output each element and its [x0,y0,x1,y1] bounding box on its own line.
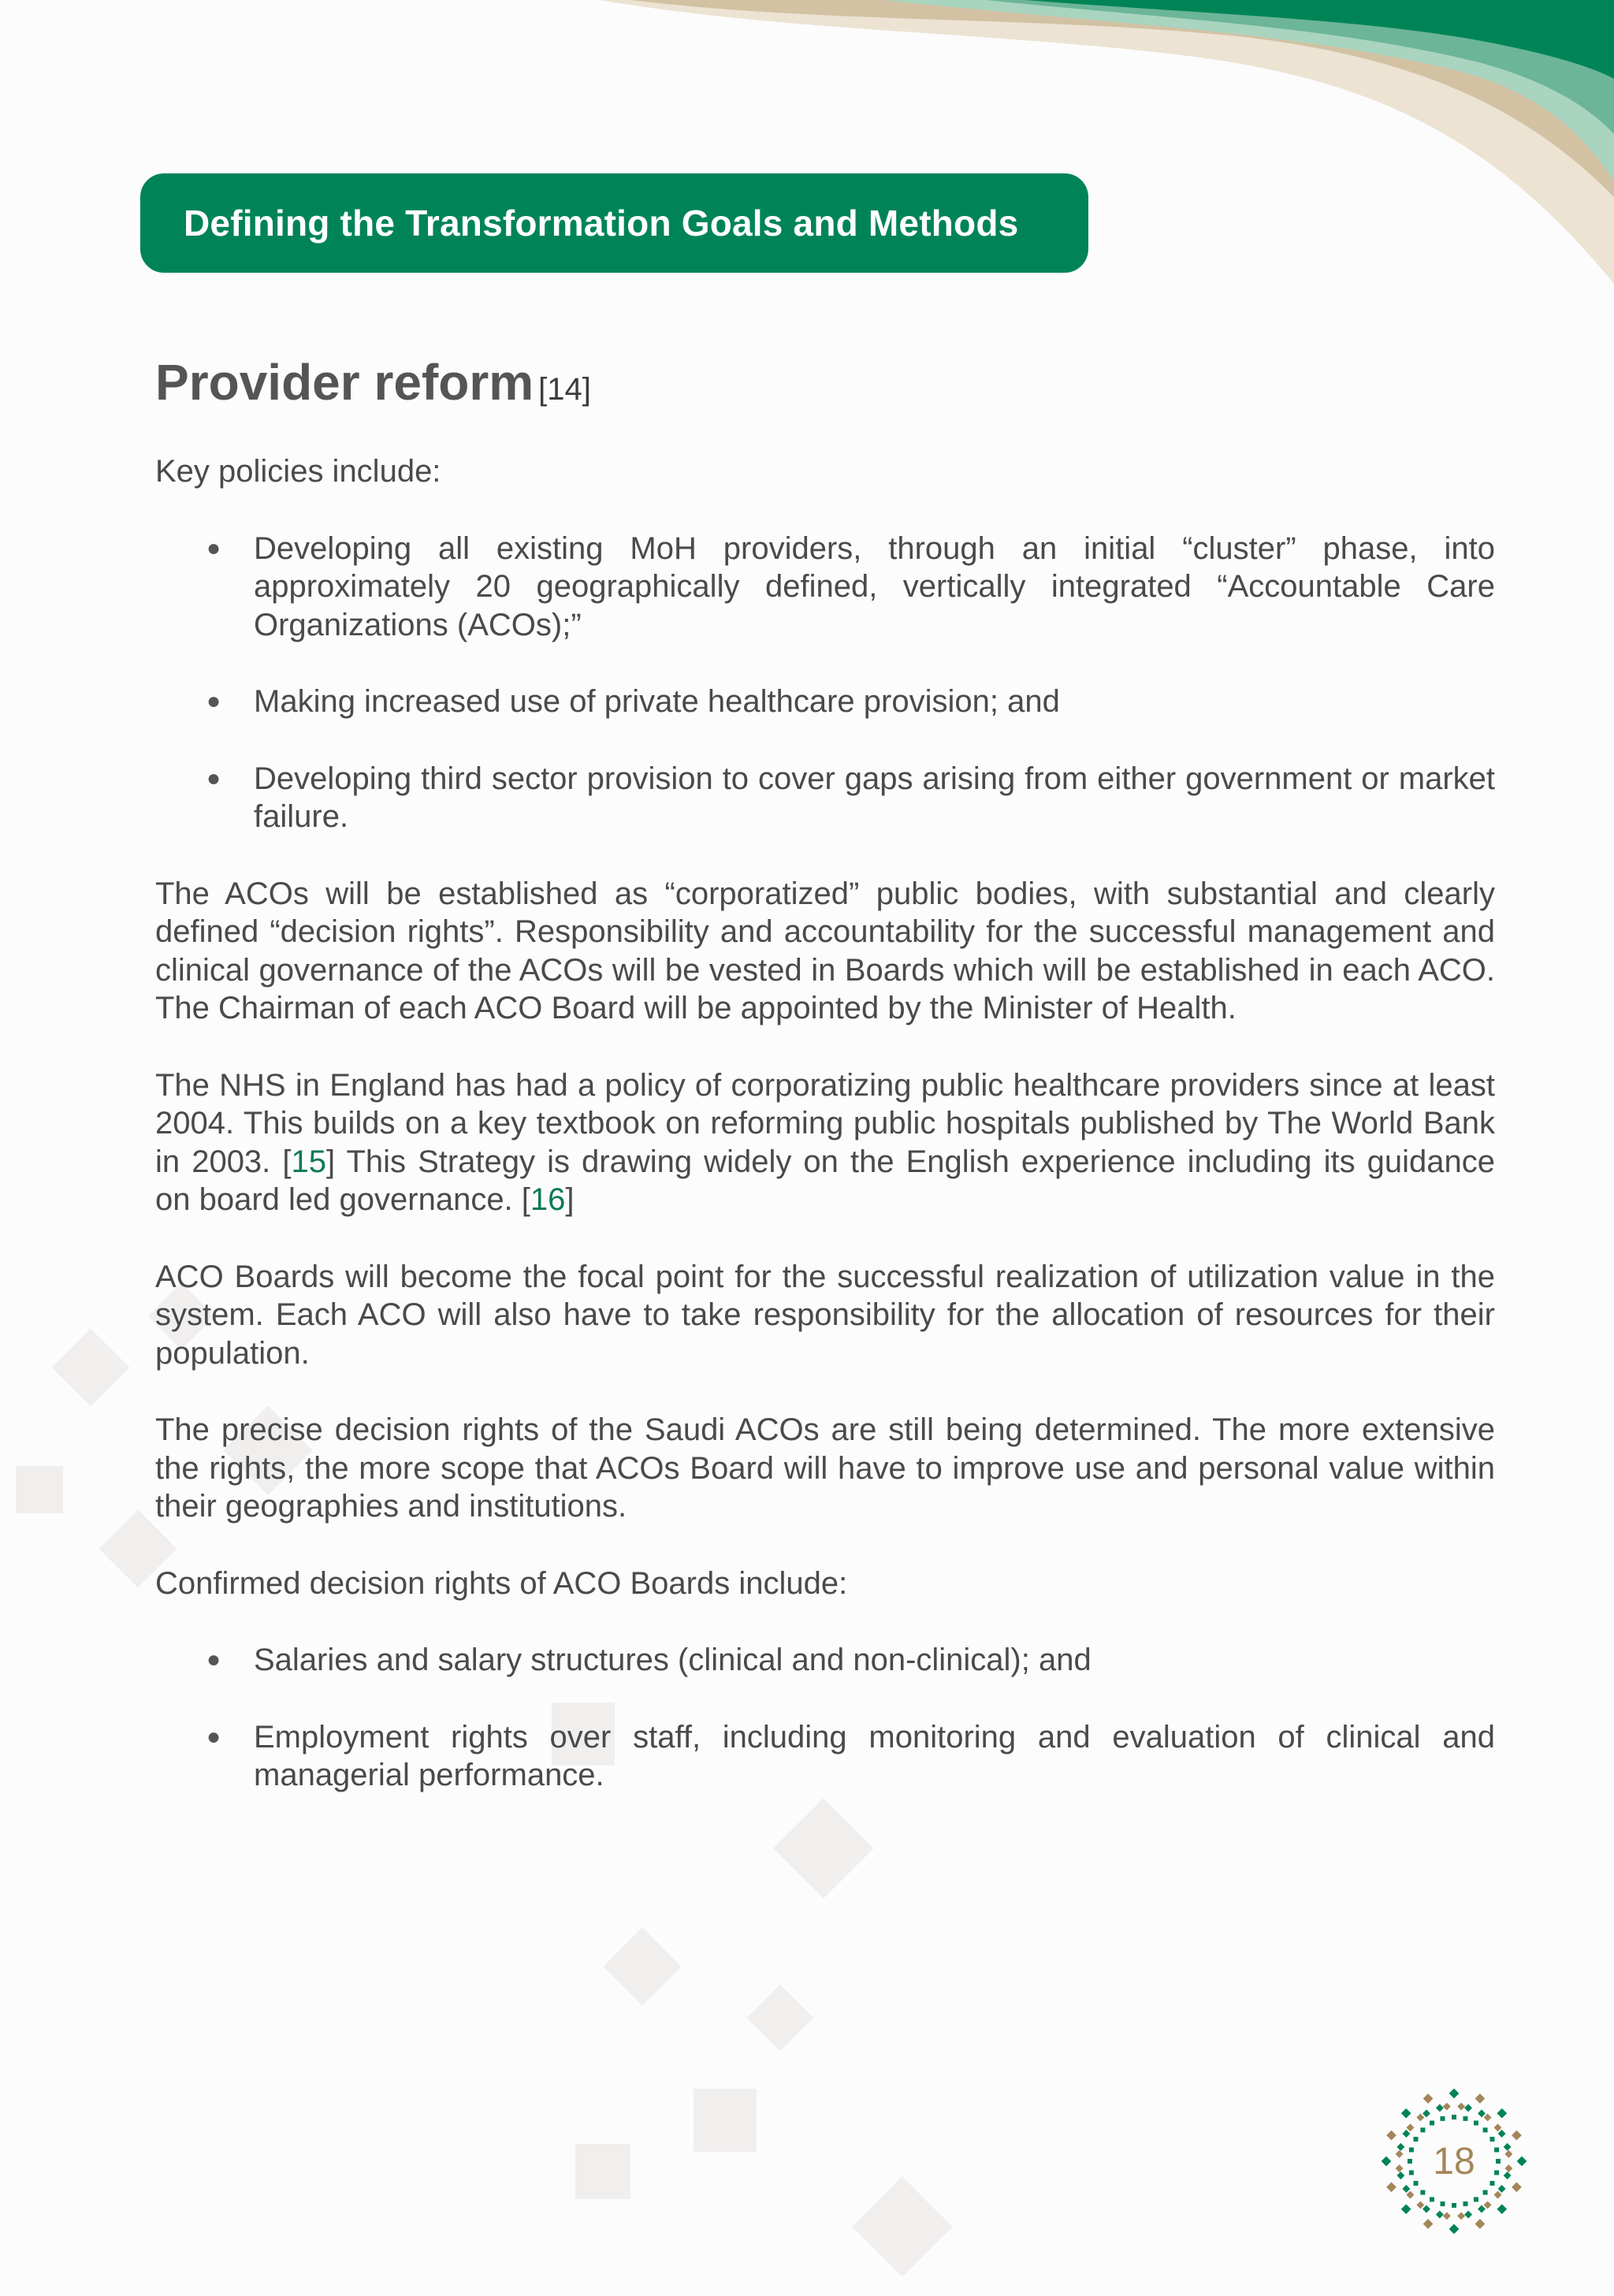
section-header-tab [140,173,1088,273]
body-content [155,452,1495,1833]
nhs-text-part: ] [565,1182,575,1217]
page-heading [155,353,591,411]
bullet-icon: ● [206,1723,221,1750]
bullet-icon: ● [206,1647,221,1673]
confirmed-rights-intro: Confirmed decision rights of ACO Boards include: [155,1565,848,1601]
bullet-icon: ● [206,688,221,714]
nhs-paragraph [155,1066,1495,1219]
policy-item [155,683,1495,721]
rights-item [155,1641,1495,1680]
policy-text: Making increased use of private healthcare provision; and [254,684,1060,719]
nhs-text-part: The NHS in England has had a policy of corporatizing public healthcare providers since at least 2004. This builds on a key textbook on reforming public hospitals published by The World Bank in 2003. [ [155,1067,1495,1179]
aco-establishment-paragraph: The ACOs will be established as “corporatized” public bodies, with substantial and clearly defined “decision rights”. Responsibility and accountability for the successful management and clinical governance of the ACOs will be vested in Boards which will be established in each ACO. The Chairman of each ACO Board will be appointed by the Minister of Health. [155,876,1495,1025]
policy-item [155,760,1495,836]
heading-citation: [14] [538,372,591,407]
heading-title: Provider reform [155,354,534,411]
rights-text: Employment rights over staff, including monitoring and evaluation of clinical and managerial performance. [254,1719,1495,1792]
reference-link-15[interactable]: 15 [291,1144,326,1179]
section-header-title: Defining the Transformation Goals and Methods [184,203,1019,244]
intro-paragraph: Key policies include: [155,454,441,489]
policy-text: Developing all existing MoH providers, through an initial “cluster” phase, into approximately 20 geographically defined, vertically integrated “Accountable Care Organizations (ACOs);” [254,530,1495,642]
policy-list [155,530,1495,836]
bullet-icon: ● [206,534,221,561]
policy-text: Developing third sector provision to cover gaps arising from either government or market failure. [254,761,1495,834]
aco-boards-paragraph: ACO Boards will become the focal point for the successful realization of utilization value in the system. Each ACO will also have to take responsibility for the allocation of resources for their population. [155,1259,1495,1371]
nhs-text-part: ] This Strategy is drawing widely on the English experience including its guidance on board led governance. [ [155,1144,1496,1217]
rights-list [155,1641,1495,1795]
decision-rights-paragraph: The precise decision rights of the Saudi ACOs are still being determined. The more extensive the rights, the more scope that ACOs Board will have to improve use and personal value within their geographies and institutions. [155,1412,1495,1524]
policy-item [155,530,1495,645]
bullet-icon: ● [206,765,221,791]
page-number: 18 [1433,2140,1475,2183]
reference-link-16[interactable]: 16 [530,1182,566,1217]
rights-text: Salaries and salary structures (clinical and non-clinical); and [254,1643,1091,1677]
rights-item [155,1718,1495,1795]
